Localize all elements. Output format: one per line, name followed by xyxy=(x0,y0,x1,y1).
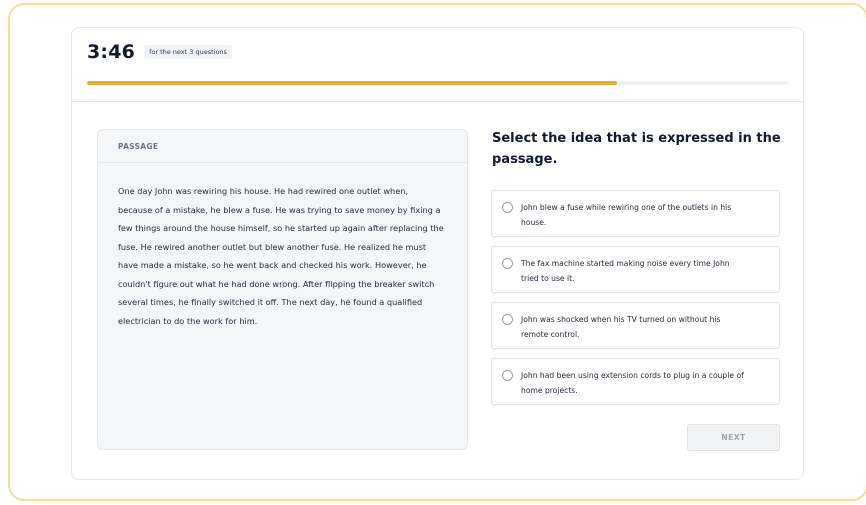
passage-panel xyxy=(97,129,468,450)
passage-line: fuse. He rewired another outlet but blew another fuse. He realized he must xyxy=(118,241,427,252)
passage-line: few things around the house himself, so he started up again after replacing the xyxy=(118,223,444,233)
passage-line: have made a mistake, so he went back and checked his work. However, he xyxy=(118,260,427,270)
option-line: house. xyxy=(521,218,547,227)
passage-line: because of a mistake, he blew a fuse. He was trying to save money by fixing a xyxy=(118,204,441,215)
option-text xyxy=(521,200,731,230)
passage-text xyxy=(98,163,467,330)
radio-button-icon[interactable] xyxy=(502,258,513,269)
progress-fill xyxy=(87,81,617,85)
option-line: tried to use it. xyxy=(521,274,575,283)
answer-option-4[interactable] xyxy=(491,358,780,405)
passage-line: electrician to do the work for him. xyxy=(118,315,258,326)
passage-line: several times, he finally switched it off. The next day, he found a qualified xyxy=(118,297,423,307)
answer-options xyxy=(491,190,780,414)
option-line: John was shocked when his TV turned on without his xyxy=(521,315,721,324)
passage-line: One day John was rewiring his house. He had rewired one outlet when, xyxy=(118,186,409,196)
radio-button-icon[interactable] xyxy=(502,370,513,381)
question-line: Select the idea that is expressed in the xyxy=(492,131,781,146)
next-button[interactable]: NEXT xyxy=(687,424,780,451)
timer: 3:46 xyxy=(87,41,136,63)
answer-option-1[interactable] xyxy=(491,190,780,237)
timer-note: for the next 3 questions xyxy=(144,45,232,59)
option-text xyxy=(521,256,730,286)
option-text xyxy=(521,312,720,342)
question-line: passage. xyxy=(492,152,558,167)
option-text xyxy=(521,368,744,398)
option-line: The fax machine started making noise every time John xyxy=(521,259,730,268)
quiz-header xyxy=(72,28,803,102)
passage-line: couldn't figure out what he had done wrong. After flipping the breaker switch xyxy=(118,278,435,289)
radio-button-icon[interactable] xyxy=(502,314,513,325)
progress-bar xyxy=(87,81,789,85)
answer-option-2[interactable] xyxy=(491,246,780,293)
answer-option-3[interactable] xyxy=(491,302,780,349)
option-line: John had been using extension cords to plug in a couple of xyxy=(521,371,744,380)
radio-button-icon[interactable] xyxy=(502,202,513,213)
option-line: remote control. xyxy=(521,330,580,339)
passage-heading: PASSAGE xyxy=(98,130,467,163)
quiz-card xyxy=(71,27,804,480)
option-line: John blew a fuse while rewiring one of the outlets in his xyxy=(521,203,732,212)
option-line: home projects. xyxy=(521,386,578,395)
question-prompt xyxy=(492,128,782,170)
timer-row xyxy=(87,41,232,63)
